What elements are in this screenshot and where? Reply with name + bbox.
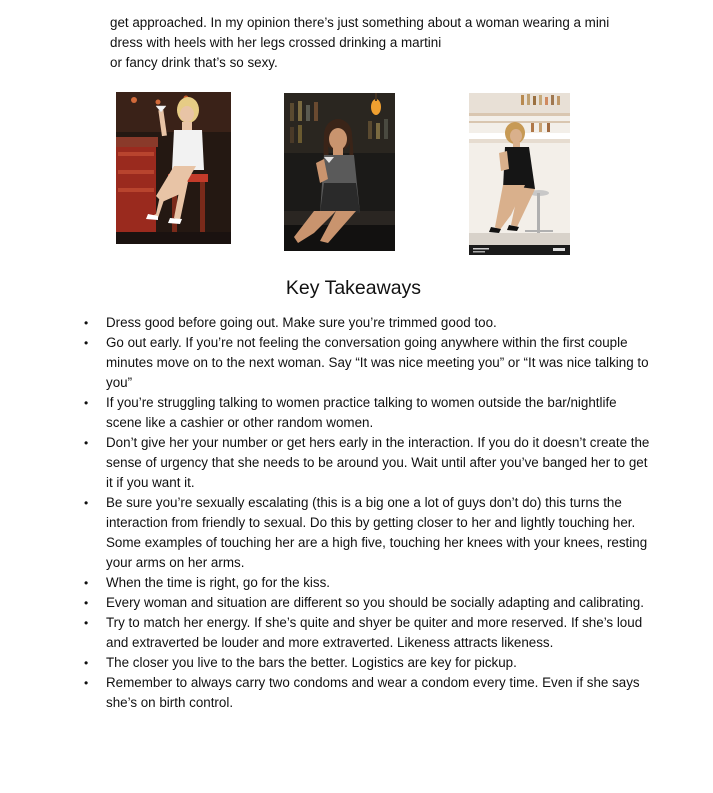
intro-paragraph bbox=[110, 13, 650, 73]
bullet-icon: • bbox=[84, 496, 89, 510]
intro-line: get approached. In my opinion there’s just something about a woman wearing a mini bbox=[110, 15, 610, 30]
list-item bbox=[84, 593, 654, 613]
list-item bbox=[84, 613, 654, 653]
list-item bbox=[84, 673, 654, 713]
photo-woman-black-dress-bar bbox=[284, 93, 395, 251]
list-item-text: When the time is right, go for the kiss. bbox=[106, 575, 331, 590]
bullet-icon: • bbox=[84, 616, 89, 630]
list-item bbox=[84, 333, 654, 393]
takeaways-list bbox=[84, 313, 654, 713]
list-item-text: Go out early. If you’re not feeling the conversation going anywhere within the first couple minutes move on to the next woman. Say “It was nice meeting you” or “It was nice talking to you” bbox=[106, 335, 649, 390]
bullet-icon: • bbox=[84, 576, 89, 590]
list-item bbox=[84, 573, 654, 593]
list-item-text: Remember to always carry two condoms and wear a condom every time. Even if she says she’s on birth control. bbox=[106, 675, 640, 710]
intro-line: or fancy drink that’s so sexy. bbox=[110, 55, 278, 70]
photo-woman-white-dress-bar-stool bbox=[116, 92, 231, 244]
list-item bbox=[84, 653, 654, 673]
bullet-icon: • bbox=[84, 676, 89, 690]
list-item-text: Try to match her energy. If she’s quite and shyer be quiter and more reserved. If she’s loud and extraverted be louder and more extraverted. Likeness attracts likeness. bbox=[106, 615, 643, 650]
photo-woman-black-dress-stool-bright bbox=[469, 93, 570, 255]
list-item-text: Don’t give her your number or get hers early in the interaction. If you do it doesn’t create the sense of urgency that she needs to be around you. Wait until after you’ve banged her to get it if you want it. bbox=[106, 435, 650, 490]
list-item-text: Dress good before going out. Make sure you’re trimmed good too. bbox=[106, 315, 497, 330]
section-heading: Key Takeaways bbox=[285, 277, 422, 299]
bullet-icon: • bbox=[84, 436, 89, 450]
bullet-icon: • bbox=[84, 656, 89, 670]
bullet-icon: • bbox=[84, 336, 89, 350]
bullet-icon: • bbox=[84, 396, 89, 410]
list-item-text: If you’re struggling talking to women practice talking to women outside the bar/nightlife scene like a cashier or other random women. bbox=[106, 395, 617, 430]
list-item bbox=[84, 313, 654, 333]
bullet-icon: • bbox=[84, 316, 89, 330]
bullet-icon: • bbox=[84, 596, 89, 610]
list-item bbox=[84, 433, 654, 493]
list-item-text: Every woman and situation are different so you should be socially adapting and calibrating. bbox=[106, 595, 644, 610]
list-item bbox=[84, 493, 654, 573]
list-item bbox=[84, 393, 654, 433]
list-item-text: The closer you live to the bars the better. Logistics are key for pickup. bbox=[106, 655, 517, 670]
list-item-text: Be sure you’re sexually escalating (this is a big one a lot of guys don’t do) this turns the interaction from friendly to sexual. Do this by getting closer to her and lightly touching her. Some examples of touching her are a high five, touching her knees with your knees, resting your arms on her arms. bbox=[106, 495, 648, 570]
intro-line: dress with heels with her legs crossed drinking a martini bbox=[110, 35, 442, 50]
